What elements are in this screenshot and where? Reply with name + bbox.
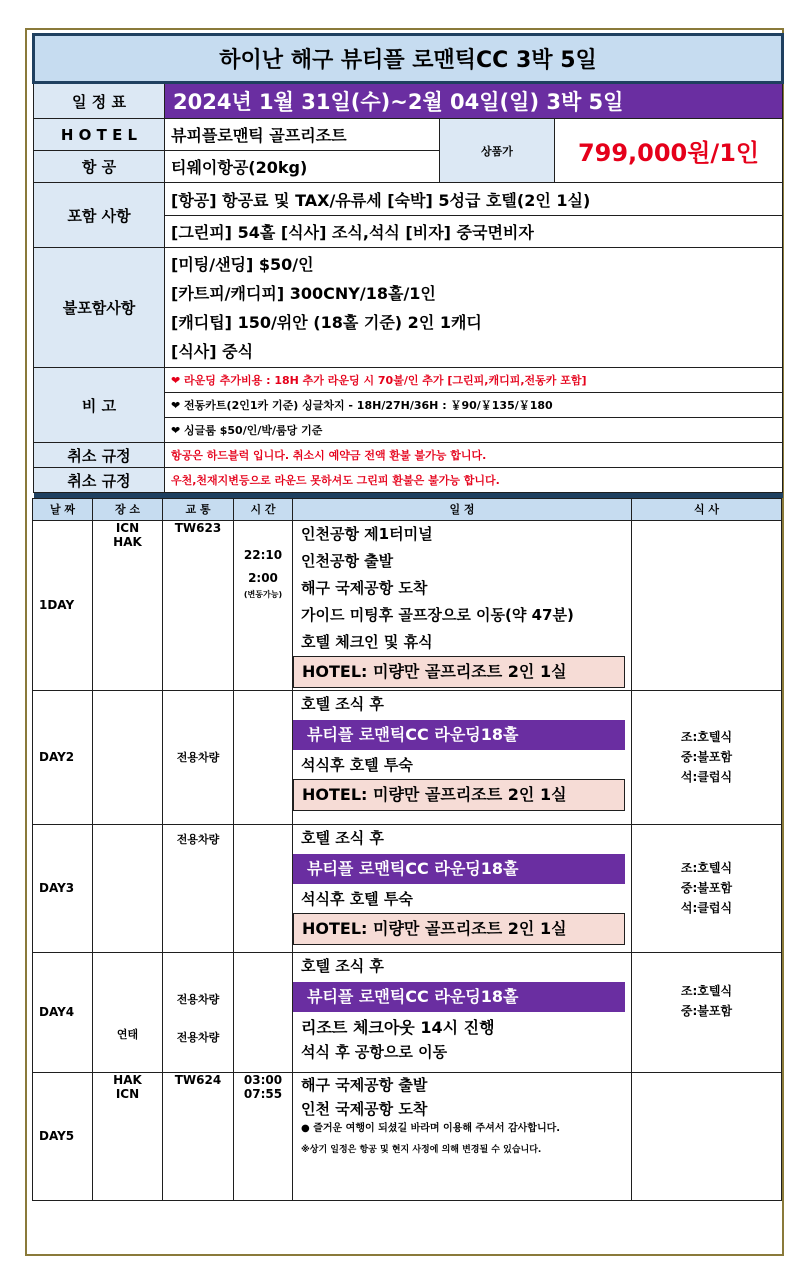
time-value: 07:55 [243, 1086, 283, 1101]
meal-cell [632, 690, 782, 824]
schedule-line: 호텔 조식 후 [301, 828, 384, 847]
time-cell [234, 952, 293, 1072]
included-line: [항공] 항공료 및 TAX/유류세 [숙박] 5성급 호텔(2인 1실) [165, 183, 783, 216]
itinerary-document [32, 33, 781, 1253]
schedule-cell [293, 952, 632, 1072]
transport-cell: TW623 [163, 520, 234, 690]
transport-value: 전용차량 [176, 1030, 220, 1044]
schedule-line: 인천 국제공항 도착 [301, 1099, 428, 1118]
schedule-cell [293, 1072, 632, 1200]
included-label: 포함 사항 [34, 183, 165, 248]
day-row [33, 1072, 782, 1200]
meal-cell [632, 824, 782, 952]
day-label: DAY3 [33, 824, 93, 952]
day-label: DAY4 [33, 952, 93, 1072]
remarks-label: 비 고 [34, 368, 165, 443]
schedule-cell [293, 824, 632, 952]
time-cell [234, 1072, 293, 1200]
col-date: 날 짜 [33, 498, 93, 520]
time-cell [234, 520, 293, 690]
excluded-list [165, 248, 783, 368]
hotel-box: HOTEL: 미량만 골프리조트 2인 1실 [293, 913, 625, 945]
round-box: 뷰티플 로맨틱CC 라운딩18홀 [293, 854, 625, 884]
meal-item: 조:호텔식 [680, 730, 733, 744]
transport-value: 전용차량 [176, 992, 220, 1006]
place-cell [93, 1072, 163, 1200]
schedule-line: 호텔 조식 후 [301, 956, 384, 975]
schedule-line: 석식후 호텔 투숙 [301, 889, 413, 908]
meal-item: 조:호텔식 [680, 983, 733, 998]
time-note: (변동가능) [243, 589, 283, 599]
place-cell [93, 520, 163, 690]
day-label: DAY5 [33, 1072, 93, 1200]
excluded-line: [미팅/샌딩] $50/인 [171, 254, 314, 274]
day-label: 1DAY [33, 520, 93, 690]
place-cell: 연태 [93, 952, 163, 1072]
transport-cell [163, 952, 234, 1072]
summary-table [32, 33, 784, 498]
hotel-box: HOTEL: 미량만 골프리조트 2인 1실 [293, 779, 625, 811]
place-code: HAK [113, 534, 142, 549]
col-time: 시 간 [234, 498, 293, 520]
excluded-line: [카트피/캐디피] 300CNY/18홀/1인 [171, 283, 436, 303]
day-row [33, 824, 782, 952]
day-row [33, 952, 782, 1072]
col-place: 장 소 [93, 498, 163, 520]
place-cell [93, 824, 163, 952]
schedule-value: 2024년 1월 31일(수)~2월 04일(일) 3박 5일 [165, 83, 783, 119]
included-line: [그린피] 54홀 [식사] 조식,석식 [비자] 중국면비자 [165, 216, 783, 248]
remark-line: ❤ 전동카트(2인1카 기준) 싱글차지 - 18H/27H/36H : ￥90/￥135/￥180 [165, 393, 783, 418]
place-code: HAK [113, 1072, 142, 1087]
remark-line: ❤ 싱글룸 $50/인/박/룸당 기준 [165, 418, 783, 443]
round-box: 뷰티플 로맨틱CC 라운딩18홀 [293, 982, 625, 1012]
time-value: 03:00 [243, 1072, 283, 1087]
airline-label: 항 공 [34, 151, 165, 183]
time-value: 2:00 [248, 570, 278, 585]
airline-value: 티웨이항공(20kg) [165, 151, 440, 183]
meal-item: 중:불포함 [680, 1003, 733, 1018]
col-meal: 식 사 [632, 498, 782, 520]
schedule-cell [293, 520, 632, 690]
schedule-line: 인천공항 출발 [301, 551, 394, 570]
time-cell [234, 824, 293, 952]
place-code: ICN [115, 1086, 140, 1101]
remark-line: ❤ 라운딩 추가비용 : 18H 추가 라운딩 시 70불/인 추가 [그린피,캐디피,전동카 포함] [165, 368, 783, 393]
cancel-label: 취소 규정 [34, 443, 165, 468]
hotel-value: 뷰피플로맨틱 골프리조트 [165, 119, 440, 151]
round-box: 뷰티플 로맨틱CC 라운딩18홀 [293, 720, 625, 750]
time-cell [234, 690, 293, 824]
meal-cell [632, 520, 782, 690]
schedule-line: 석식 후 공항으로 이동 [301, 1042, 448, 1061]
excluded-label: 불포함사항 [34, 248, 165, 368]
schedule-cell [293, 690, 632, 824]
excluded-line: [식사] 중식 [171, 341, 254, 361]
excluded-line: [캐디팁] 150/위안 (18홀 기준) 2인 1캐디 [171, 312, 482, 332]
transport-cell: 전용차량 [163, 824, 234, 952]
cancel-label: 취소 규정 [34, 468, 165, 493]
meal-item: 석:클럽식 [680, 901, 733, 915]
schedule-line: 인천공항 제1터미널 [301, 524, 433, 543]
meal-item: 조:호텔식 [680, 861, 733, 875]
schedule-line: 석식후 호텔 투숙 [301, 755, 413, 774]
page-title: 하이난 해구 뷰티플 로맨틱CC 3박 5일 [34, 35, 783, 83]
schedule-line: 리조트 체크아웃 14시 진행 [301, 1017, 495, 1037]
transport-cell: TW624 [163, 1072, 234, 1200]
meal-item: 중:불포함 [680, 881, 733, 895]
cancel-value: 항공은 하드블럭 입니다. 취소시 예약금 전액 환불 불가능 합니다. [165, 443, 783, 468]
place-cell [93, 690, 163, 824]
meal-item: 석:클럽식 [680, 770, 733, 784]
schedule-line: 호텔 조식 후 [301, 694, 384, 713]
disclaimer-note: ※상기 일정은 항공 및 현지 사정에 의해 변경될 수 있습니다. [301, 1144, 542, 1155]
price-value: 799,000원/1인 [555, 119, 783, 183]
day-row [33, 690, 782, 824]
schedule-line: 호텔 체크인 및 휴식 [301, 632, 433, 651]
meal-item: 중:불포함 [680, 750, 733, 764]
transport-cell: 전용차량 [163, 690, 234, 824]
schedule-label: 일 정 표 [34, 83, 165, 119]
schedule-line: 해구 국제공항 출발 [301, 1075, 428, 1094]
col-schedule: 일 정 [293, 498, 632, 520]
col-transport: 교 통 [163, 498, 234, 520]
meal-cell [632, 952, 782, 1072]
schedule-line: 가이드 미팅후 골프장으로 이동(약 47분) [301, 605, 574, 624]
schedule-line: 해구 국제공항 도착 [301, 578, 428, 597]
price-label: 상품가 [440, 119, 555, 183]
hotel-label: H O T E L [34, 119, 165, 151]
itinerary-header [33, 498, 782, 520]
cancel-value: 우천,천재지변등으로 라운드 못하셔도 그린피 환불은 불가능 합니다. [165, 468, 783, 493]
time-value: 22:10 [243, 547, 283, 562]
meal-cell [632, 1072, 782, 1200]
thanks-note: ● 즐거운 여행이 되셨길 바라며 이용해 주셔서 감사합니다. [301, 1122, 561, 1134]
day-row [33, 520, 782, 690]
itinerary-table [32, 498, 782, 1201]
place-code: ICN [115, 520, 140, 535]
day-label: DAY2 [33, 690, 93, 824]
hotel-box: HOTEL: 미량만 골프리조트 2인 1실 [293, 656, 625, 688]
